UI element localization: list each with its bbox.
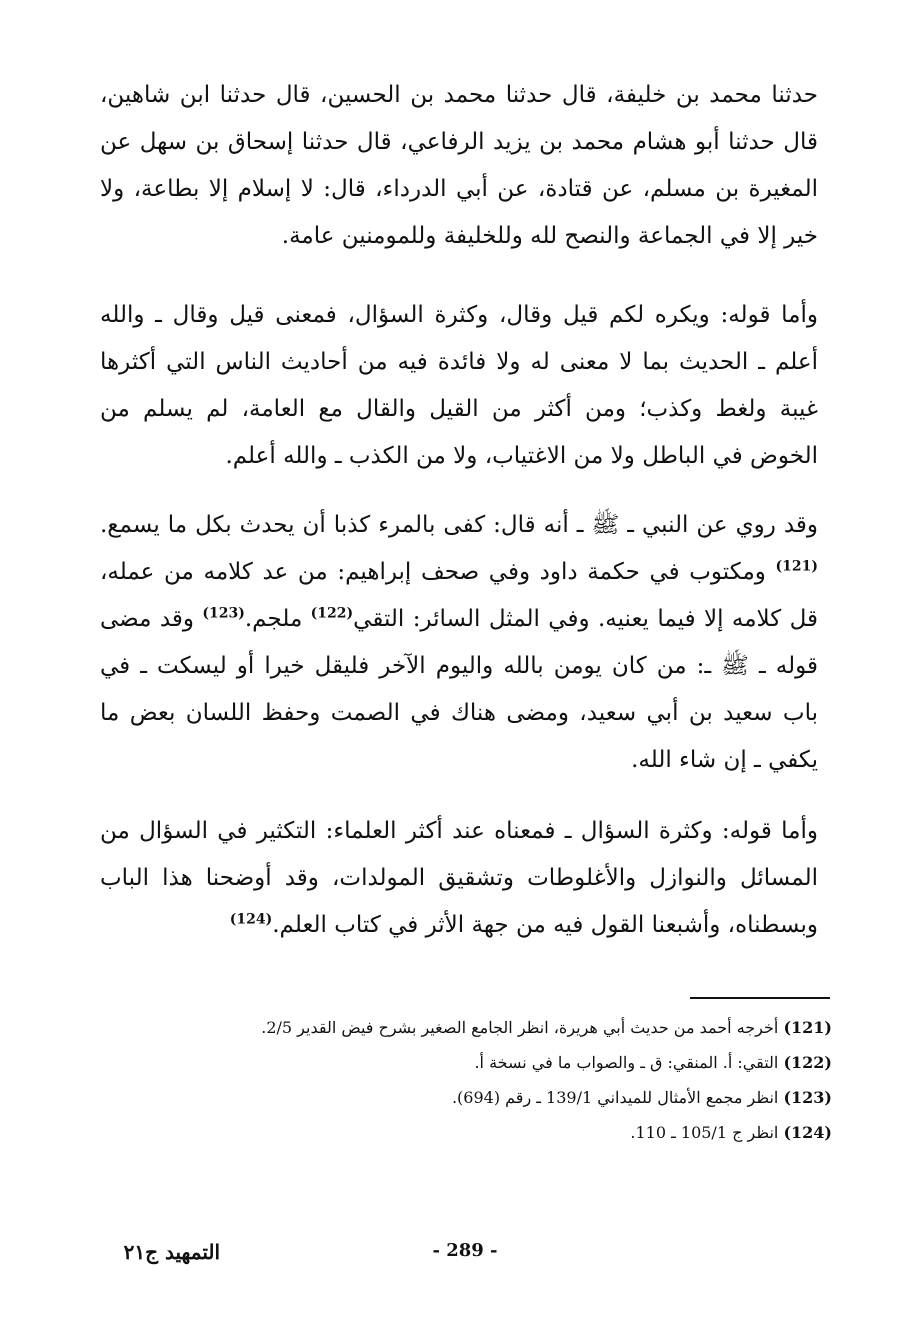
footnote-number: (124) (783, 1123, 832, 1142)
paragraph-qil-wa-qal: وأما قوله: ويكره لكم قيل وقال، وكثرة السؤال، فمعنى قيل وقال ـ والله أعلم ـ الحديث بما لا معنى له ولا فائدة فيه من أحاديث الناس التي أكثرها غيبة ولغط وكذب؛ ومن أكثر من القيل والقال مع العامة، لم يسلم من الخوض في الباطل ولا من الاغتياب، ولا من الكذب ـ والله أعلم. (100, 302, 818, 469)
footnote-ref-121[interactable]: (121) (775, 558, 818, 575)
footnote-number: (122) (783, 1053, 832, 1072)
paragraph-isnad-narration: حدثنا محمد بن خليفة، قال حدثنا محمد بن الحسين، قال حدثنا ابن شاهين، قال حدثنا أبو هشام محمد بن يزيد الرفاعي، قال حدثنا إسحاق بن سهل عن المغيرة بن مسلم، عن قتادة، عن أبي الدرداء، قال: لا إسلام إلا بطاعة، ولا خير إلا في الجماعة والنصح لله وللخليفة وللمومنين عامة. (100, 82, 818, 249)
footnote-number: (121) (783, 1018, 832, 1037)
paragraph-text: ملجم. (244, 606, 311, 632)
footnote-number: (123) (783, 1088, 832, 1107)
footnote-text: التقي: أ. المنقي: ق ـ والصواب ما في نسخة أ. (474, 1053, 784, 1072)
footnote-ref-123[interactable]: (123) (202, 605, 245, 622)
footnote-text: انظر ج 105/1 ـ 110. (630, 1123, 784, 1142)
footnote-divider (690, 997, 830, 999)
footnote-text: انظر مجمع الأمثال للميداني 139/1 ـ رقم (694). (451, 1088, 784, 1107)
footnote-123 (120, 1080, 832, 1115)
paragraph-text: وقد مضى قوله ـ ﷺ ـ: من كان يومن بالله واليوم الآخر فليقل خيرا أو ليسكت ـ في باب سعيد بن أبي سعيد، ومضى هناك في الصمت وحفظ اللسان بعض ما يكفي ـ إن شاء الله. (100, 606, 818, 773)
page-number: - 289 - (432, 1240, 498, 1261)
paragraph-text: وقد روي عن النبي ـ ﷺ ـ أنه قال: كفى بالمرء كذبا أن يحدث بكل ما يسمع. (100, 512, 818, 538)
footnotes-section (120, 1010, 832, 1150)
book-title-footer: التمهيد ج٢١ (123, 1240, 220, 1264)
paragraph-text: وأما قوله: وكثرة السؤال ـ فمعناه عند أكثر العلماء: التكثير في السؤال من المسائل والنوازل والأغلوطات وتشقيق المولدات، وقد أوضحنا هذا الباب وبسطناه، وأشبعنا القول فيه من جهة الأثر في كتاب العلم. (100, 818, 818, 938)
footnote-text: أخرجه أحمد من حديث أبي هريرة، انظر الجامع الصغير بشرح فيض القدير 2/5. (261, 1018, 784, 1037)
footnote-ref-122[interactable]: (122) (310, 605, 354, 622)
paragraph-kathrat-al-suaal (100, 808, 818, 949)
paragraph-hadith-kafa-bilmar (100, 502, 818, 784)
footnote-121 (120, 1010, 832, 1045)
footnote-122 (120, 1045, 832, 1080)
footnote-ref-124[interactable]: (124) (229, 911, 273, 928)
paragraph-text: ومكتوب في حكمة داود وفي صحف إبراهيم: من عد كلامه من عمله، قل كلامه إلا فيما يعنيه. وفي المثل السائر: التقي (100, 559, 818, 632)
footnote-124 (120, 1115, 832, 1150)
